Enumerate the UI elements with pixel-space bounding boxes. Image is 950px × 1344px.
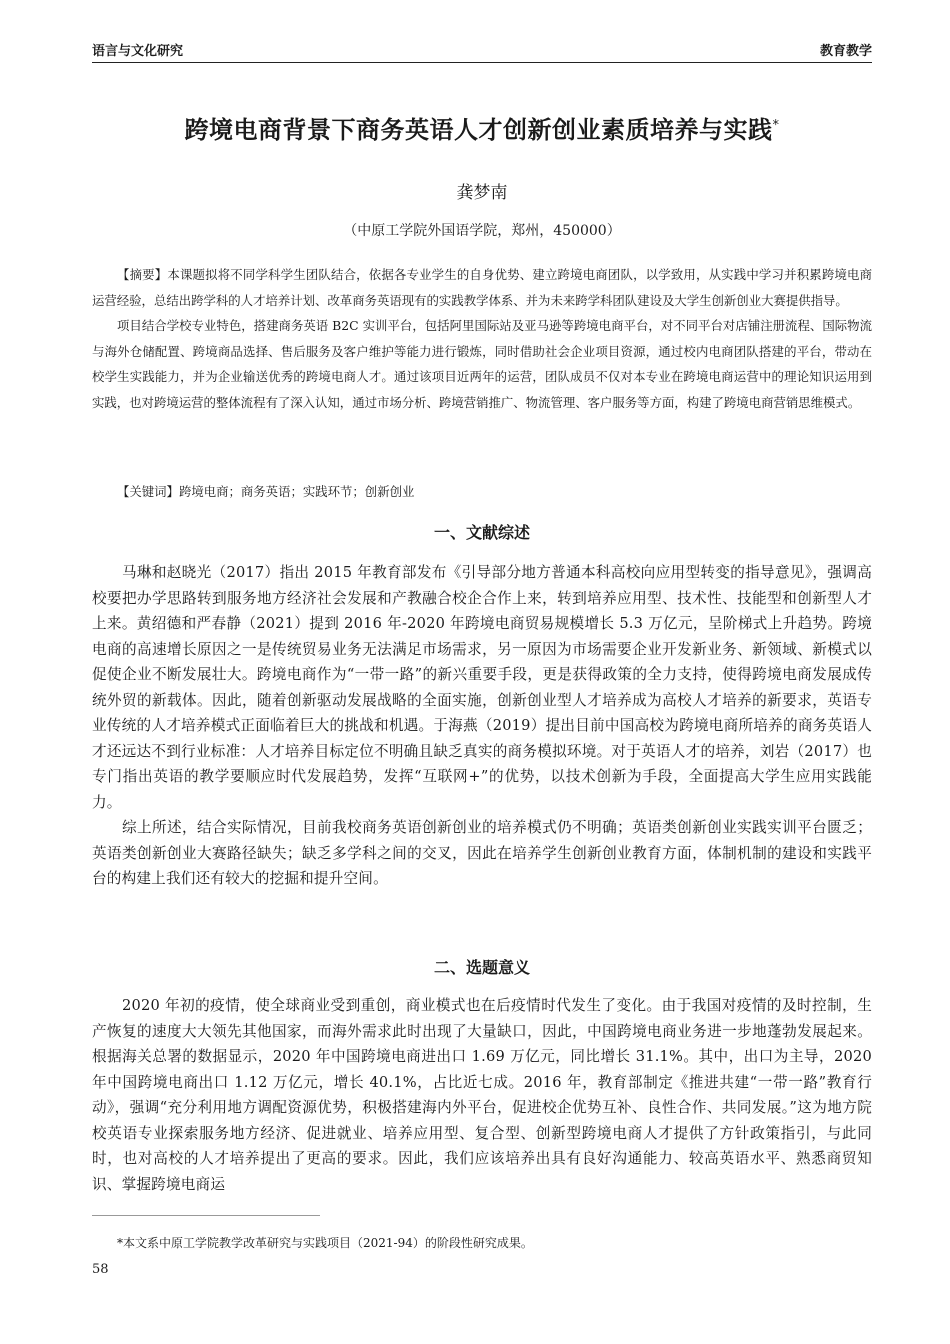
keywords-label: 【关键词】 — [117, 484, 179, 499]
section-heading-literature-review: 一、文献综述 — [433, 523, 530, 542]
keywords-text: 跨境电商；商务英语；实践环节；创新创业 — [178, 484, 415, 499]
section-body-significance — [92, 993, 872, 1197]
abstract-paragraph-2: 项目结合学校专业特色，搭建商务英语 B2C 实训平台，包括阿里国际站及亚马逊等跨境电商平台，对不同平台对店铺注册流程、国际物流与海外仓储配置、跨境商品选择、售后服务及客户维护等能力进行锻炼，同时借助社会企业项目资源，通过校内电商团队搭建的平台，带动在校学生实践能力，并为企业输送优秀的跨境电商人才。通过该项目近两年的运营，团队成员不仅对本专业在跨境电商运营中的理论知识运用到实践，也对跨境运营的整体流程有了深入认知，通过市场分析、跨境营销推广、物流管理、客户服务等方面，构建了跨境电商营销思维模式。 — [92, 318, 872, 410]
title-text: 跨境电商背景下商务英语人才创新创业素质培养与实践 — [184, 116, 773, 144]
body-paragraph: 2020 年初的疫情，使全球商业受到重创，商业模式也在后疫情时代发生了变化。由于我国对疫情的及时控制，生产恢复的速度大大领先其他国家，而海外需求此时出现了大量缺口，因此，中国跨境电商业务进一步地蓬勃发展起来。根据海关总署的数据显示，2020 年中国跨境电商进出口 1.69 万亿元，同比增长 31.1%。其中，出口为主导，2020 年中国跨境电商出口 1.12 万亿元，增长 40.1%，占比近七成。2016 年，教育部制定《推进共建“一带一路”教育行动》，强调“充分利用地方调配资源优势，积极搭建海内外平台，促进校企优势互补、良性合作、共同发展。”这为地方院校英语专业探索服务地方经济、促进就业、培养应用型、复合型、创新型跨境电商人才提供了方针政策指引，与此同时，也对高校的人才培养提出了更高的要求。因此，我们应该培养出具有良好沟通能力、较高英语水平、熟悉商贸知识、掌握跨境电商运 — [92, 997, 872, 1193]
body-paragraph: 马琳和赵晓光（2017）指出 2015 年教育部发布《引导部分地方普通本科高校向应用型转变的指导意见》，强调高校要把办学思路转到服务地方经济社会发展和产教融合校企合作上来，转到培养应用型、技术性、技能型和创新型人才上来。黄绍德和严春静（2021）提到 2016 年-2020 年跨境电商贸易规模增长 5.3 万亿元，呈阶梯式上升趋势。跨境电商的高速增长原因之一是传统贸易业务无法满足市场需求，另一原因为市场需要企业开发新业务、新领域、新模式以促使企业不断发展壮大。跨境电商作为“一带一路”的新兴重要手段，更是获得政策的全力支持，使得跨境电商发展成传统外贸的新载体。因此，随着创新驱动发展战略的全面实施，创新创业型人才培养成为高校人才培养的新要求，英语专业传统的人才培养模式正面临着巨大的挑战和机遇。于海燕（2019）提出目前中国高校为跨境电商所培养的商务英语人才还远达不到行业标准：人才培养目标定位不明确且缺乏真实的商务模拟环境。对于英语人才的培养，刘岩（2017）也专门指出英语的教学要顺应时代发展趋势，发挥“互联网+”的优势，以技术创新为手段，全面提高大学生应用实践能力。 — [92, 564, 872, 811]
title-footnote-mark: * — [772, 118, 780, 133]
abstract-paragraph — [92, 262, 872, 313]
abstract — [92, 262, 872, 415]
author-affiliation: （中原工学院外国语学院，郑州，450000） — [343, 223, 621, 239]
page-number: 58 — [92, 1262, 109, 1277]
author-name: 龚梦南 — [456, 183, 508, 203]
abstract-text: 本课题拟将不同学科学生团队结合，依据各专业学生的自身优势、建立跨境电商团队，以学致用，从实践中学习并积累跨境电商运营经验，总结出跨学科的人才培养计划、改革商务英语现有的实践教学体系、并为未来跨学科团队建设及大学生创新创业大赛提供指导。 — [92, 267, 873, 308]
keywords — [117, 479, 872, 504]
body-paragraph: 综上所述，结合实际情况，目前我校商务英语创新创业的培养模式仍不明确；英语类创新创业实践实训平台匮乏；英语类创新创业大赛路径缺失；缺乏多学科之间的交叉，因此在培养学生创新创业教育方面，体制机制的建设和实践平台的构建上我们还有较大的挖掘和提升空间。 — [92, 819, 872, 887]
footnote-divider — [92, 1215, 320, 1216]
footnote: *本文系中原工学院教学改革研究与实践项目（2021-94）的阶段性研究成果。 — [117, 1236, 533, 1250]
section-body-literature-review — [92, 560, 872, 892]
abstract-label: 【摘要】 — [117, 267, 168, 282]
journal-name: 语言与文化研究 — [92, 44, 184, 59]
running-header — [92, 40, 872, 63]
section-heading-significance: 二、选题意义 — [433, 958, 530, 977]
column-name: 教育教学 — [819, 44, 872, 59]
article-title — [92, 110, 872, 145]
